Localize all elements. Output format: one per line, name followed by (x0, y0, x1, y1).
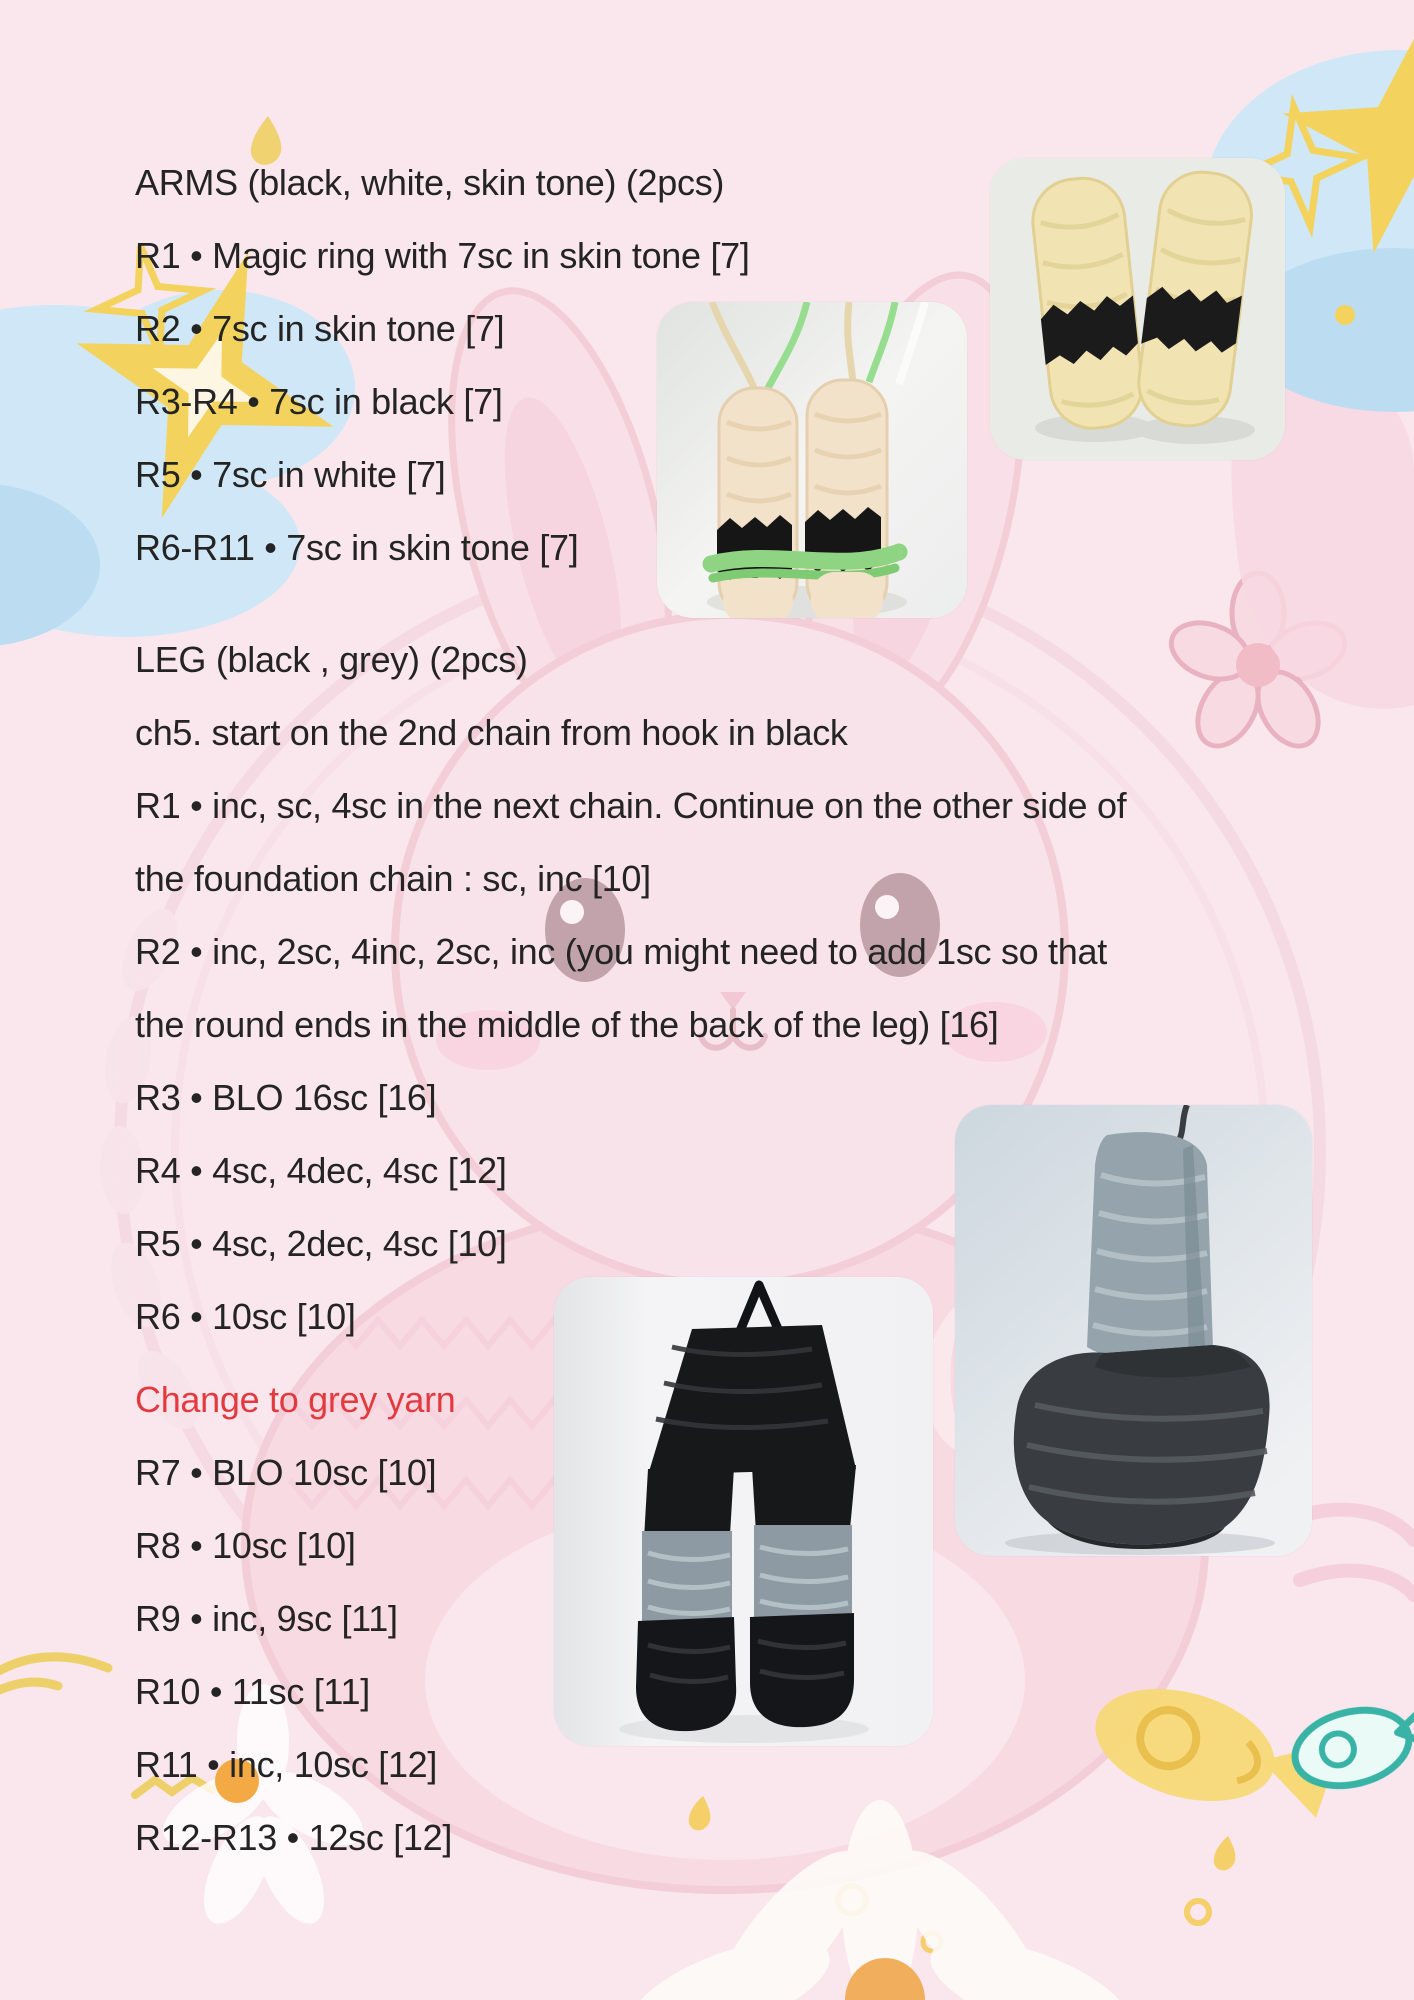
pattern-line: R5 • 4sc, 2dec, 4sc [10] (135, 1223, 507, 1264)
pattern-text (0, 146, 1414, 1874)
pattern-line: the round ends in the middle of the back of the leg) [16] (135, 1004, 999, 1045)
pattern-line: the foundation chain : sc, inc [10] (135, 858, 651, 899)
pattern-line: R2 • 7sc in skin tone [7] (135, 308, 505, 349)
pattern-line: R7 • BLO 10sc [10] (135, 1452, 437, 1493)
pattern-line: R8 • 10sc [10] (135, 1525, 356, 1566)
pattern-line: R9 • inc, 9sc [11] (135, 1598, 398, 1639)
pattern-line: Change to grey yarn (135, 1379, 456, 1420)
pattern-line: R1 • Magic ring with 7sc in skin tone [7] (135, 235, 750, 276)
pattern-line: R5 • 7sc in white [7] (135, 454, 446, 495)
pattern-line: R6 • 10sc [10] (135, 1296, 356, 1337)
pattern-line: R1 • inc, sc, 4sc in the next chain. Continue on the other side of (135, 785, 1127, 826)
pattern-line: R3 • BLO 16sc [16] (135, 1077, 437, 1118)
pattern-line: ARMS (black, white, skin tone) (2pcs) (135, 162, 725, 203)
pattern-line: R12-R13 • 12sc [12] (135, 1817, 453, 1858)
pattern-line: R10 • 11sc [11] (135, 1671, 370, 1712)
pattern-line: R11 • inc, 10sc [12] (135, 1744, 438, 1785)
pattern-line: R6-R11 • 7sc in skin tone [7] (135, 527, 579, 568)
pattern-line: R4 • 4sc, 4dec, 4sc [12] (135, 1150, 507, 1191)
pattern-line: ch5. start on the 2nd chain from hook in black (135, 712, 848, 753)
pattern-line: LEG (black , grey) (2pcs) (135, 639, 528, 680)
pattern-line: R3-R4 • 7sc in black [7] (135, 381, 503, 422)
pattern-line: R2 • inc, 2sc, 4inc, 2sc, inc (you might need to add 1sc so that (135, 931, 1107, 972)
